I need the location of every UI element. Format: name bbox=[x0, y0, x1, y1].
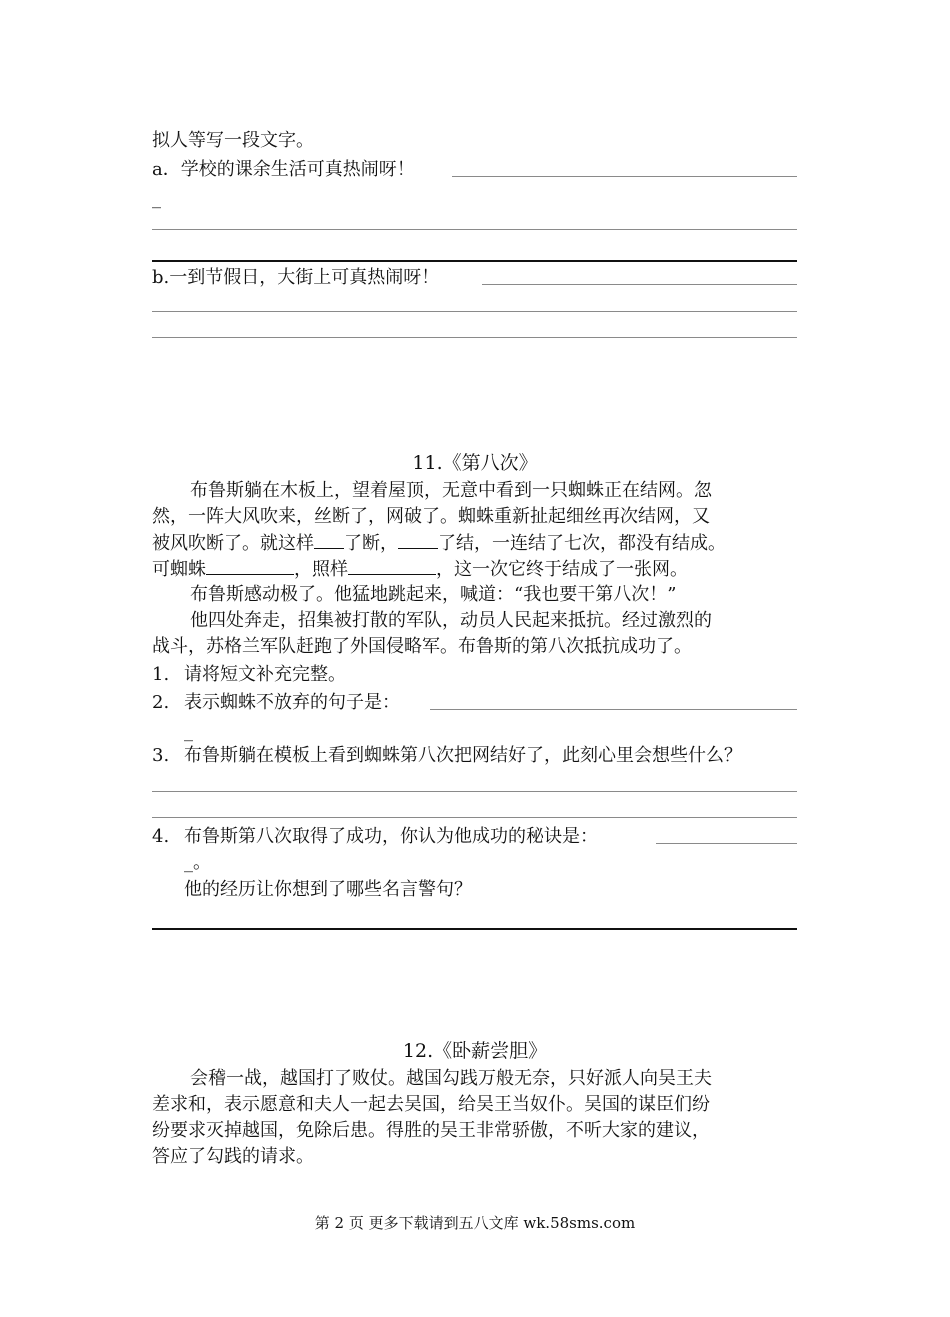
fill-blank-4[interactable] bbox=[348, 556, 436, 575]
answer-a-continuation: _ bbox=[152, 188, 161, 209]
s11-line4-seg2: ，照样 bbox=[294, 559, 348, 580]
answer-line-a-1[interactable] bbox=[152, 229, 797, 230]
q2-answer-line[interactable] bbox=[430, 709, 797, 710]
s11-para1-line4 bbox=[152, 556, 688, 583]
q2-text: 表示蜘蛛不放弃的句子是： bbox=[184, 692, 400, 713]
q2-number: 2. bbox=[152, 692, 170, 713]
s11-para3-line2: 战斗，苏格兰军队赶跑了外国侵略军。布鲁斯的第八次抵抗成功了。 bbox=[152, 636, 692, 657]
q3-text: 布鲁斯躺在模板上看到蜘蛛第八次把网结好了，此刻心里会想些什么？ bbox=[184, 745, 742, 766]
s11-para1-line3 bbox=[152, 530, 726, 557]
question-4 bbox=[152, 824, 598, 850]
q1-text: 请将短文补充完整。 bbox=[184, 664, 346, 685]
s11-line3-seg2: 了断， bbox=[344, 533, 398, 554]
question-1 bbox=[152, 662, 346, 688]
q2-continuation: _ bbox=[184, 721, 193, 742]
answer-line-b-2[interactable] bbox=[152, 337, 797, 338]
section-11-title: 11.《第八次》 bbox=[412, 452, 538, 474]
q4-continuation: _。 bbox=[184, 852, 211, 873]
s11-line4-seg1: 可蜘蛛 bbox=[152, 559, 206, 580]
prompt-a: a．学校的课余生活可真热闹呀！ bbox=[152, 159, 415, 180]
q3-answer-line-2[interactable] bbox=[152, 817, 797, 818]
q4-number: 4. bbox=[152, 826, 170, 847]
fill-blank-3[interactable] bbox=[206, 556, 294, 575]
question-3 bbox=[152, 743, 742, 769]
q3-number: 3. bbox=[152, 745, 170, 766]
s12-line3: 纷要求灭掉越国，免除后患。得胜的吴王非常骄傲，不听大家的建议， bbox=[152, 1120, 710, 1141]
intro-text: 拟人等写一段文字。 bbox=[152, 130, 314, 151]
answer-line-a-inline[interactable] bbox=[452, 176, 797, 177]
s11-line3-seg3: 了结，一连结了七次，都没有结成。 bbox=[438, 533, 726, 554]
s11-line3-seg1: 被风吹断了。就这样 bbox=[152, 533, 314, 554]
page-footer: 第 2 页 更多下载请到五八文库 wk.58sms.com bbox=[314, 1214, 636, 1232]
prompt-b: b.一到节假日，大街上可真热闹呀！ bbox=[152, 267, 440, 288]
fill-blank-2[interactable] bbox=[398, 530, 438, 549]
s11-line4-seg3: ，这一次它终于结成了一张网。 bbox=[436, 559, 688, 580]
answer-line-a-2[interactable] bbox=[152, 260, 797, 262]
s12-line4: 答应了勾践的请求。 bbox=[152, 1146, 314, 1167]
answer-line-b-1[interactable] bbox=[152, 311, 797, 312]
q3-answer-line-1[interactable] bbox=[152, 791, 797, 792]
q1-number: 1. bbox=[152, 664, 170, 685]
answer-line-b-inline[interactable] bbox=[482, 284, 797, 285]
q4-followup: 他的经历让你想到了哪些名言警句？ bbox=[184, 879, 472, 900]
s11-para2: 布鲁斯感动极了。他猛地跳起来，喊道：“我也要干第八次！” bbox=[190, 584, 677, 605]
s11-para1-line1: 布鲁斯躺在木板上，望着屋顶，无意中看到一只蜘蛛正在结网。忽 bbox=[190, 480, 712, 501]
question-2 bbox=[152, 690, 400, 716]
s11-para3-line1: 他四处奔走，招集被打散的军队，动员人民起来抵抗。经过激烈的 bbox=[190, 610, 712, 631]
fill-blank-1[interactable] bbox=[314, 530, 344, 549]
s12-line1: 会稽一战，越国打了败仗。越国勾践万般无奈，只好派人向吴王夫 bbox=[190, 1068, 712, 1089]
s11-para1-line2: 然，一阵大风吹来，丝断了，网破了。蜘蛛重新扯起细丝再次结网，又 bbox=[152, 506, 710, 527]
section-12-title: 12.《卧薪尝胆》 bbox=[402, 1040, 548, 1062]
s12-line2: 差求和，表示愿意和夫人一起去吴国，给吴王当奴仆。吴国的谋臣们纷 bbox=[152, 1094, 710, 1115]
q4-answer-line[interactable] bbox=[656, 843, 797, 844]
q4-answer-line-2[interactable] bbox=[152, 928, 797, 930]
q4-text: 布鲁斯第八次取得了成功，你认为他成功的秘诀是： bbox=[184, 826, 598, 847]
